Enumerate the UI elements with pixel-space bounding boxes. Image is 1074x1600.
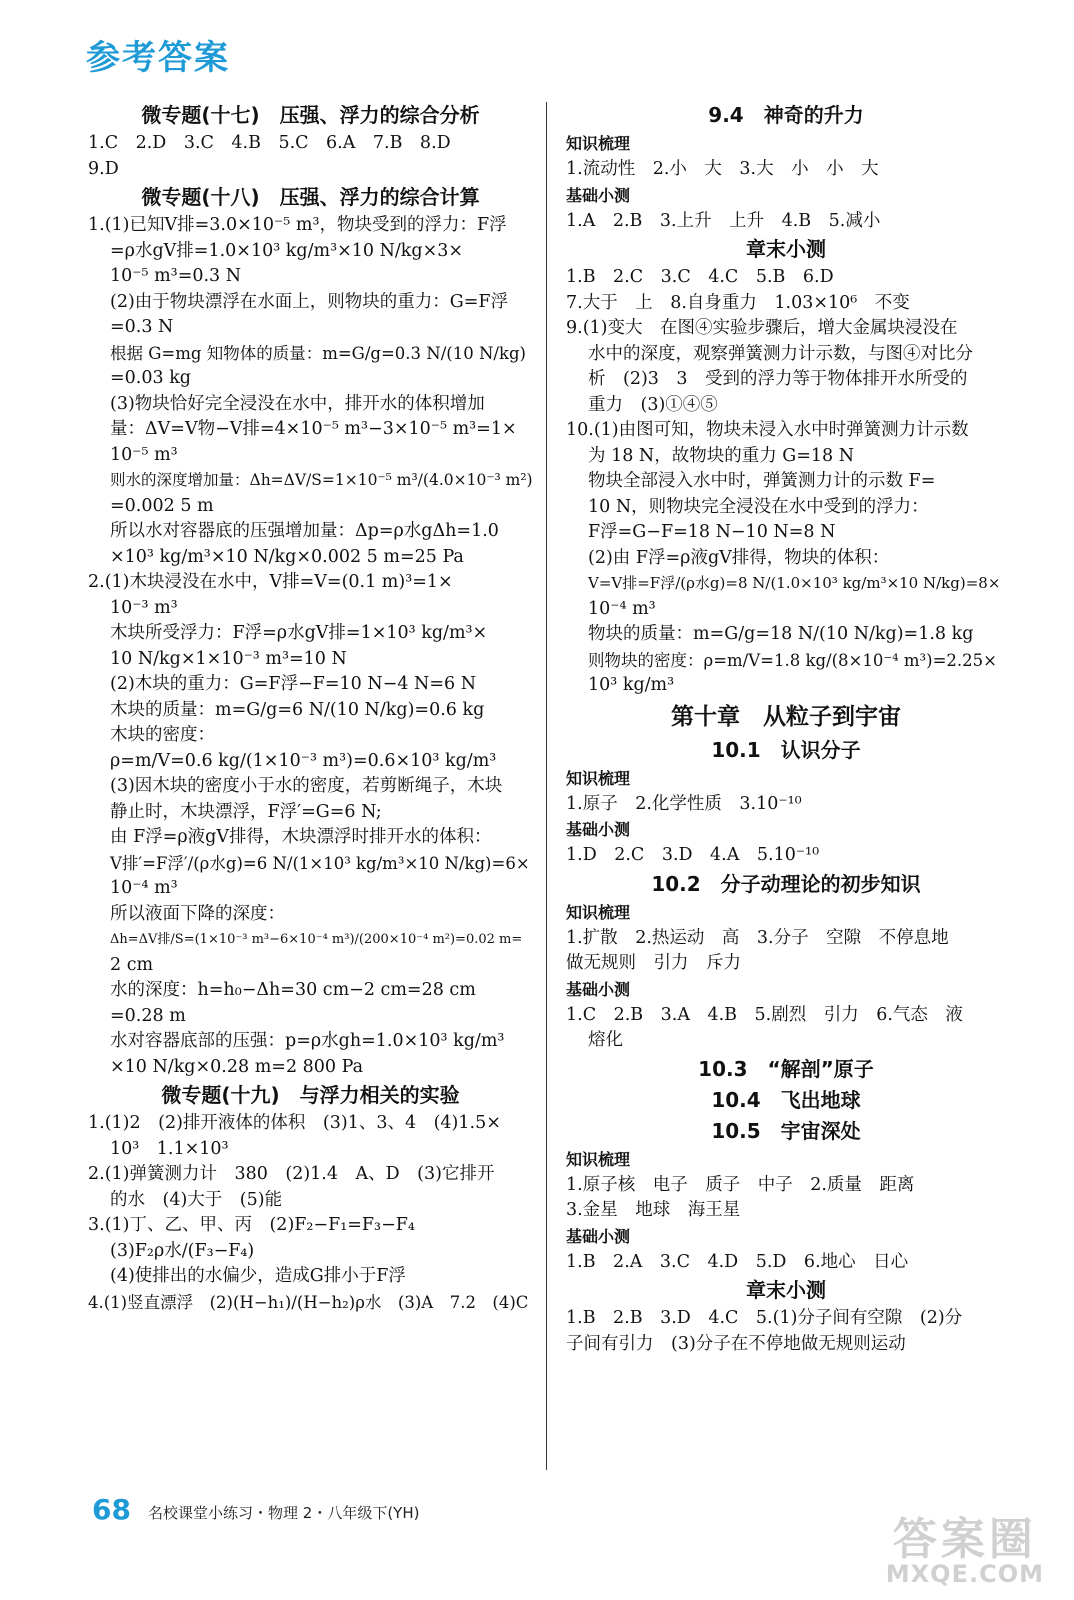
answer-line: 1.(1)2 (2)排开液体的体积 (3)1、3、4 (4)1.5×: [88, 1113, 501, 1133]
subsection-label: 知识梳理: [566, 902, 631, 922]
answer-line: 1.D 2.C 3.D 4.A 5.10⁻¹⁰: [566, 845, 820, 865]
watermark-en: MXQE.COM: [885, 1560, 1044, 1588]
answer-line-continued: 物块全部浸入水中时，弹簧测力计的示数 F=: [588, 471, 936, 491]
answer-line-continued: 木块所受浮力：F浮=ρ水gV排=1×10³ kg/m³×: [110, 623, 488, 643]
answer-line: 子间有引力 (3)分子在不停地做无规则运动: [566, 1333, 906, 1354]
subsection-label: 基础小测: [566, 1226, 631, 1246]
answer-line-continued: 水中的深度，观察弹簧测力计示数，与图④对比分: [588, 343, 973, 364]
answer-line-continued: (3)因木块的密度小于水的密度，若剪断绳子，木块: [110, 776, 503, 796]
answer-line-continued: 则物块的密度：ρ=m/V=1.8 kg/(8×10⁻⁴ m³)=2.25×: [588, 650, 997, 670]
answer-line-continued: 木块的质量：m=G/g=6 N/(10 N/kg)=0.6 kg: [110, 699, 485, 720]
chapter-heading: 第十章 从粒子到宇宙: [671, 703, 901, 730]
answer-line-continued: =0.3 N: [110, 317, 174, 337]
section-heading: 10.1 认识分子: [711, 737, 861, 762]
answer-line-continued: (2)由 F浮=ρ液gV排得，物块的体积：: [588, 547, 890, 568]
answer-line-continued: 10⁻⁴ m³: [110, 878, 178, 898]
watermark-cn: 答案圈: [892, 1514, 1037, 1565]
answer-line-continued: 量：ΔV=V物−V排=4×10⁻⁵ m³−3×10⁻⁵ m³=1×: [110, 419, 517, 439]
answer-line: 1.A 2.B 3.上升 上升 4.B 5.减小: [566, 210, 881, 231]
answer-line-continued: (2)木块的重力：G=F浮−F=10 N−4 N=6 N: [110, 674, 477, 694]
section-heading: 10.3 “解剖”原子: [698, 1056, 874, 1081]
page-number: 68: [92, 1493, 131, 1526]
section-heading: 10.4 飞出地球: [711, 1087, 861, 1112]
answer-line-continued: 所以液面下降的深度：: [110, 903, 285, 924]
answer-line-continued: (3)F₂ρ水/(F₃−F₄): [110, 1240, 255, 1261]
answer-line-continued: (4)使排出的水偏少，造成G排小于F浮: [110, 1266, 406, 1286]
answer-line-continued: 10 N/kg×1×10⁻³ m³=10 N: [110, 648, 347, 669]
answer-line: 1.扩散 2.热运动 高 3.分子 空隙 不停息地: [566, 927, 949, 948]
answer-line: 3.金星 地球 海王星: [566, 1200, 741, 1220]
answer-line-continued: 10³ kg/m³: [588, 675, 675, 695]
answer-line-continued: 10⁻⁵ m³=0.3 N: [110, 266, 242, 286]
answer-line-continued: 为 18 N，故物块的重力 G=18 N: [588, 445, 855, 466]
answer-line: 1.原子 2.化学性质 3.10⁻¹⁰: [566, 793, 802, 814]
section-heading: 10.5 宇宙深处: [711, 1118, 861, 1143]
answer-line: 1.C 2.B 3.A 4.B 5.剧烈 引力 6.气态 液: [566, 1004, 963, 1025]
answer-line-continued: 10 N，则物块完全浸没在水中受到的浮力：: [588, 496, 929, 517]
right-answer-column: [566, 100, 1006, 1357]
answer-line-continued: ×10³ kg/m³×10 N/kg×0.002 5 m=25 Pa: [110, 546, 464, 567]
answer-line-continued: 所以水对容器底的压强增加量：Δp=ρ水gΔh=1.0: [110, 521, 499, 541]
answer-line: 9.(1)变大 在图④实验步骤后，增大金属块浸没在: [566, 318, 958, 338]
answer-line: 1.C 2.D 3.C 4.B 5.C 6.A 7.B 8.D: [88, 133, 451, 153]
answer-line: 10.(1)由图可知，物块未浸入水中时弹簧测力计示数: [566, 420, 969, 440]
answer-line: 1.原子核 电子 质子 中子 2.质量 距离: [566, 1174, 915, 1195]
answer-line: 3.(1)丁、乙、甲、丙 (2)F₂−F₁=F₃−F₄: [88, 1215, 415, 1235]
answer-line-continued: ρ=m/V=0.6 kg/(1×10⁻³ m³)=0.6×10³ kg/m³: [110, 750, 497, 771]
answer-line-continued: 则水的深度增加量：Δh=ΔV/S=1×10⁻⁵ m³/(4.0×10⁻³ m²): [110, 471, 533, 489]
answer-line: 7.大于 上 8.自身重力 1.03×10⁶ 不变: [566, 292, 910, 313]
subsection-label: 基础小测: [566, 820, 631, 839]
watermark-logo: [885, 1514, 1044, 1588]
subsection-label: 知识梳理: [566, 1149, 631, 1169]
answer-line-continued: 10⁻³ m³: [110, 597, 178, 618]
answer-line-continued: 2 cm: [110, 954, 154, 975]
answer-line: 做无规则 引力 斥力: [566, 953, 741, 973]
answer-line-continued: F浮=G−F=18 N−10 N=8 N: [588, 522, 836, 542]
answer-line: 1.流动性 2.小 大 3.大 小 小 大: [566, 159, 879, 179]
answer-line-continued: =0.03 kg: [110, 368, 191, 388]
answer-line-continued: 的水 (4)大于 (5)能: [110, 1189, 283, 1210]
answer-line: 2.(1)木块浸没在水中，V排=V=(0.1 m)³=1×: [88, 572, 453, 592]
answer-line-continued: 水对容器底部的压强：p=ρ水gh=1.0×10³ kg/m³: [110, 1031, 505, 1051]
answer-line-continued: (2)由于物块漂浮在水面上，则物块的重力：G=F浮: [110, 291, 509, 312]
section-heading: 微专题(十九) 与浮力相关的实验: [161, 1083, 460, 1107]
answer-line-continued: =0.28 m: [110, 1005, 186, 1026]
subsection-label: 知识梳理: [566, 134, 631, 153]
answer-line-continued: 重力 (3)①④⑤: [588, 394, 718, 415]
left-answer-column: [88, 100, 533, 1315]
answer-line: 1.(1)已知V排=3.0×10⁻⁵ m³，物块受到的浮力：F浮: [88, 215, 507, 235]
answer-line-continued: 根据 G=mg 知物体的质量：m=G/g=0.3 N/(10 N/kg): [110, 343, 526, 363]
answer-line-continued: 10⁻⁴ m³: [588, 598, 656, 619]
answer-line: 2.(1)弹簧测力计 380 (2)1.4 A、D (3)它排开: [88, 1164, 495, 1184]
answer-line-continued: =ρ水gV排=1.0×10³ kg/m³×10 N/kg×3×: [110, 240, 464, 261]
subsection-label: 知识梳理: [566, 768, 631, 788]
answer-line: 1.B 2.A 3.C 4.D 5.D 6.地心 日心: [566, 1251, 909, 1272]
answer-line: 9.D: [88, 158, 119, 179]
answer-line-continued: 10³ 1.1×10³: [110, 1138, 229, 1159]
answer-line-continued: V排′=F浮′/(ρ水g)=6 N/(1×10³ kg/m³×10 N/kg)=6×: [110, 853, 530, 873]
answer-line-continued: ×10 N/kg×0.28 m=2 800 Pa: [110, 1056, 364, 1077]
answer-line: 1.B 2.B 3.D 4.C 5.(1)分子间有空隙 (2)分: [566, 1308, 963, 1328]
subsection-label: 基础小测: [566, 979, 631, 999]
answer-line-continued: =0.002 5 m: [110, 495, 214, 516]
section-heading: 10.2 分子动理论的初步知识: [651, 871, 921, 896]
page-header-title: 参考答案: [86, 38, 230, 78]
answer-line-continued: 物块的质量：m=G/g=18 N/(10 N/kg)=1.8 kg: [588, 624, 974, 644]
section-heading: 9.4 神奇的升力: [708, 103, 864, 127]
answer-line-continued: 10⁻⁵ m³: [110, 444, 178, 465]
answer-line-continued: 水的深度：h=h₀−Δh=30 cm−2 cm=28 cm: [110, 980, 476, 1000]
answer-line-continued: 木块的密度：: [110, 725, 215, 745]
answer-line: 4.(1)竖直漂浮 (2)(H−h₁)/(H−h₂)ρ水 (3)A 7.2 (4)C: [88, 1292, 529, 1312]
answer-line-continued: 析 (2)3 3 受到的浮力等于物体排开水所受的: [588, 369, 968, 389]
answer-line: 1.B 2.C 3.C 4.C 5.B 6.D: [566, 267, 834, 287]
answer-line-continued: 静止时，木块漂浮，F浮′=G=6 N;: [110, 801, 382, 822]
answer-line-continued: 熔化: [588, 1030, 623, 1050]
section-heading: 章末小测: [746, 237, 826, 261]
subsection-label: 基础小测: [566, 185, 631, 205]
section-heading: 章末小测: [746, 1278, 826, 1302]
answer-line-continued: V=V排=F浮/(ρ水g)=8 N/(1.0×10³ kg/m³×10 N/kg)=8×: [588, 574, 1001, 592]
answer-line-continued: Δh=ΔV排/S=(1×10⁻³ m³−6×10⁻⁴ m³)/(200×10⁻⁴ m²)=0.02 m=: [110, 932, 523, 947]
section-heading: 微专题(十七) 压强、浮力的综合分析: [141, 103, 480, 127]
column-divider: [546, 102, 547, 1470]
section-heading: 微专题(十八) 压强、浮力的综合计算: [141, 185, 480, 209]
answer-line-continued: (3)物块恰好完全浸没在水中，排开水的体积增加: [110, 393, 485, 414]
answer-line-continued: 由 F浮=ρ液gV排得，木块漂浮时排开水的体积：: [110, 827, 492, 847]
book-title: 名校课堂小练习・物理 2・八年级下(YH): [148, 1504, 420, 1522]
